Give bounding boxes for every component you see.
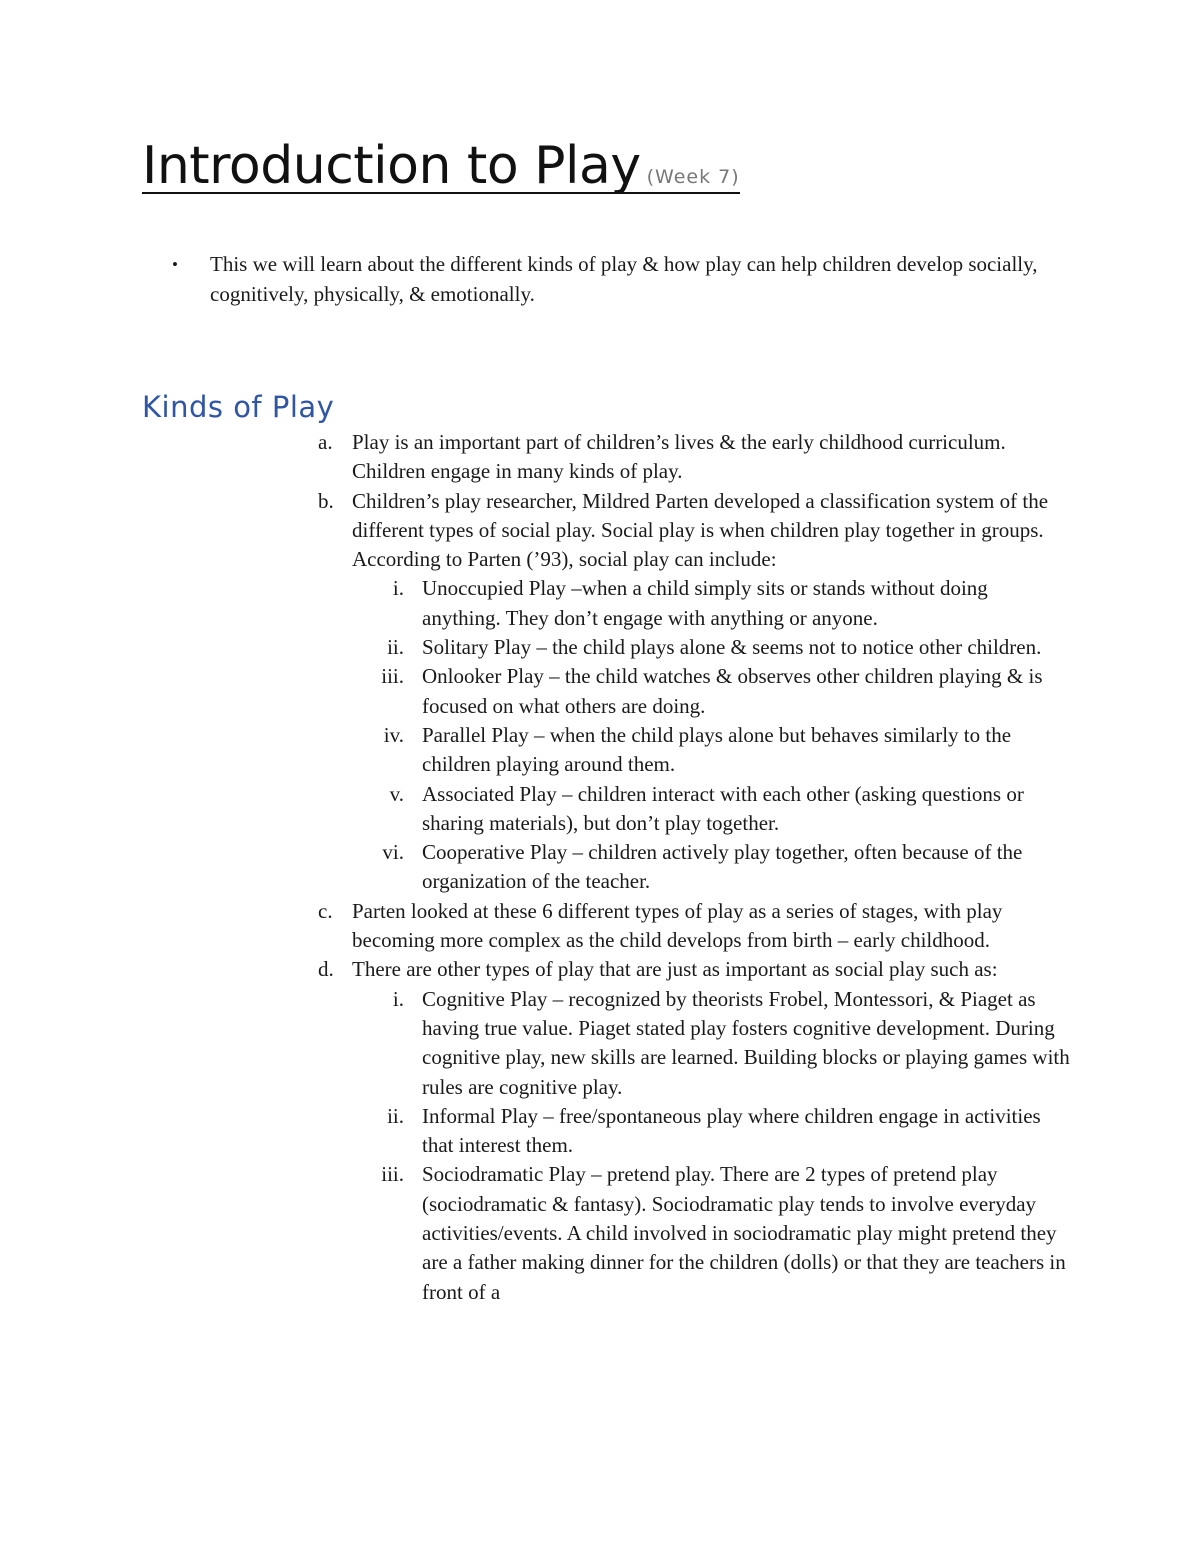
sublist-marker: v. xyxy=(389,781,404,806)
sublist-item-text: Unoccupied Play –when a child simply sits or stands without doing anything. They don’t engage with anything or anyone. xyxy=(422,576,988,630)
sublist-marker: i. xyxy=(392,576,404,601)
sublist-item-text: Associated Play – children interact with each other (asking questions or sharing materials), but don’t play together. xyxy=(422,781,1024,835)
sublist-marker: iii. xyxy=(381,664,404,689)
sublist-item-text: Sociodramatic Play – pretend play. There are 2 types of pretend play (sociodramatic & fantasy). Sociodramatic play tends to involve everyday activities/events. A child involved in sociodramatic play might pretend they are a father making dinner for the children (dolls) or that they are teachers in front of a xyxy=(422,1162,1066,1304)
list-item-d xyxy=(300,955,1070,984)
intro-text: This we will learn about the different kinds of play & how play can help children develop socially, cognitively, physically, & emotionally. xyxy=(210,252,1038,306)
sublist-item-text: Informal Play – free/spontaneous play where children engage in activities that interest them. xyxy=(422,1103,1041,1158)
list-marker: a. xyxy=(318,430,333,454)
list-marker: b. xyxy=(318,488,334,513)
list-item-text: Parten looked at these 6 different types of play as a series of stages, with play becoming more complex as the child develops from birth – early childhood. xyxy=(352,898,1003,953)
list-marker: d. xyxy=(318,957,334,982)
list-item-text: Children’s play researcher, Mildred Parten developed a classification system of the different types of social play. Social play is when children play together in groups. According to Parten (’93), social play can include: xyxy=(352,488,1049,572)
sublist-marker: i. xyxy=(392,986,404,1011)
sublist-item-b-v xyxy=(300,780,1070,839)
title-text: Introduction to Play xyxy=(142,136,641,196)
list-marker: c. xyxy=(318,898,333,923)
sublist-marker: vi. xyxy=(382,840,404,865)
sublist-item-d-ii xyxy=(300,1102,1070,1161)
section-heading: Kinds of Play xyxy=(142,390,335,424)
document-title xyxy=(142,136,740,196)
sublist-item-b-vi xyxy=(300,838,1070,897)
sublist-item-text: Solitary Play – the child plays alone & seems not to notice other children. xyxy=(422,635,1042,660)
intro-bullet-item xyxy=(172,250,1072,309)
list-item-a xyxy=(300,428,1070,487)
list-item-b xyxy=(300,487,1070,575)
list-item-text: There are other types of play that are just as important as social play such as: xyxy=(352,957,998,982)
sublist-item-b-ii xyxy=(300,633,1070,662)
sublist-item-text: Parallel Play – when the child plays alone but behaves similarly to the children playing around them. xyxy=(422,722,1012,777)
sublist-marker: ii. xyxy=(387,1103,404,1128)
sublist-item-d-iii xyxy=(300,1160,1070,1306)
sublist-item-b-iii xyxy=(300,662,1070,721)
sublist-item-b-iv xyxy=(300,721,1070,780)
sublist-marker: ii. xyxy=(387,635,404,660)
sublist-item-d-i xyxy=(300,985,1070,1102)
sublist-item-text: Onlooker Play – the child watches & observes other children playing & is focused on what others are doing. xyxy=(422,664,1043,718)
sublist-marker: iv. xyxy=(383,722,404,747)
kinds-of-play-list xyxy=(300,428,1070,1307)
bullet-icon: • xyxy=(172,255,178,274)
sublist-marker: iii. xyxy=(381,1162,404,1187)
list-item-text: Play is an important part of children’s lives & the early childhood curriculum. Children engage in many kinds of play. xyxy=(352,430,1006,484)
list-item-c xyxy=(300,897,1070,956)
title-week-label: (Week 7) xyxy=(646,166,740,188)
sublist-item-text: Cognitive Play – recognized by theorists Frobel, Montessori, & Piaget as having true value. Piaget stated play fosters cognitive development. During cognitive play, new skills are learned. Building blocks or playing games with rules are cognitive play. xyxy=(422,986,1070,1099)
sublist-item-b-i xyxy=(300,574,1070,633)
sublist-item-text: Cooperative Play – children actively play together, often because of the organization of the teacher. xyxy=(422,840,1023,894)
